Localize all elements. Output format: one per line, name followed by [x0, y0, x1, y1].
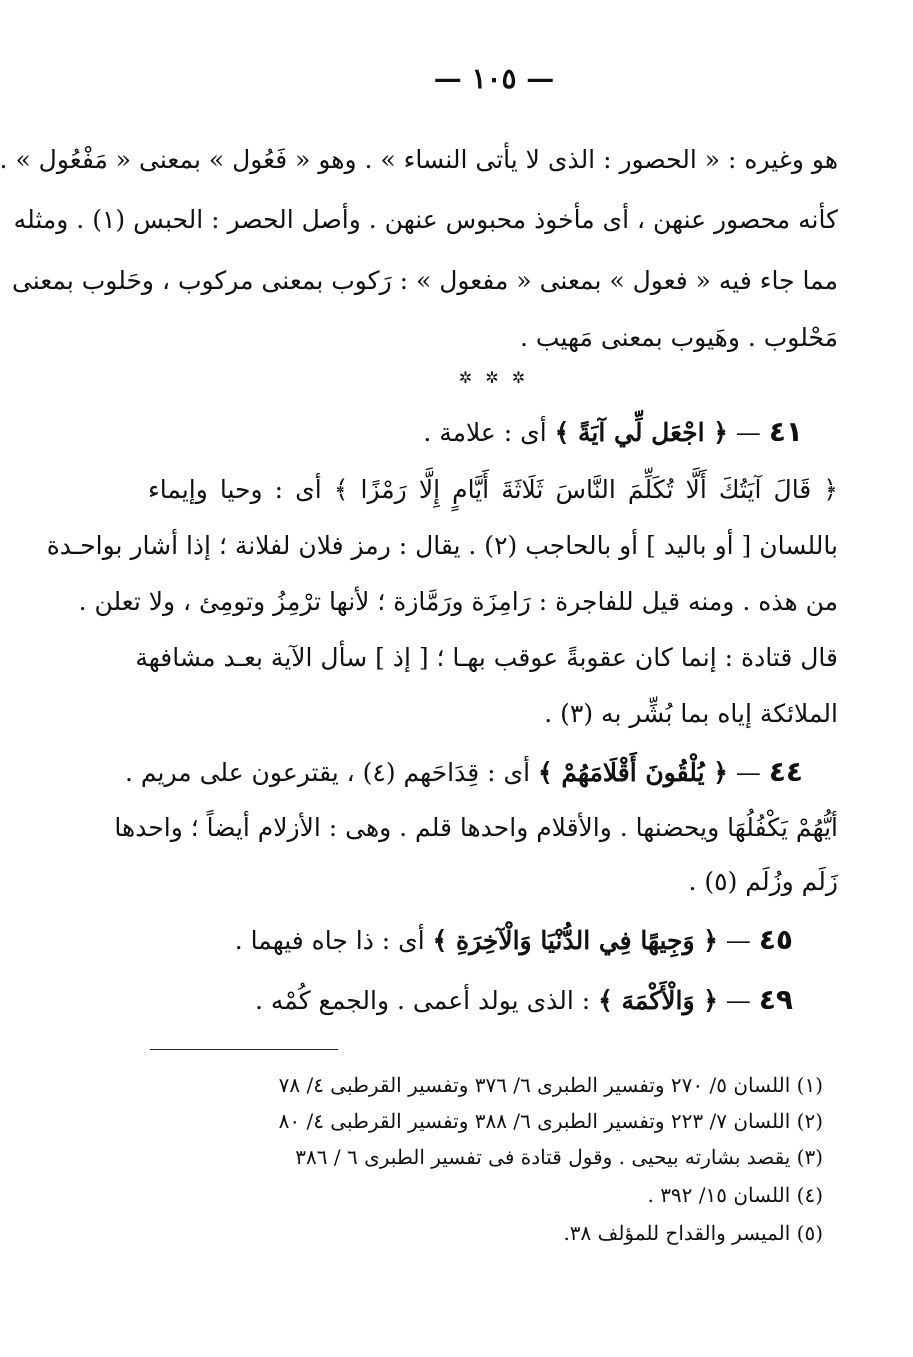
quran-quote: ﴿ يُلْقُونَ أَقْلَامَهُمْ ﴾ [537, 758, 728, 787]
entry-gloss: أى : ذا جاه فيهما . [234, 926, 425, 955]
entry-dash: — [725, 986, 751, 1015]
paragraph-line: أيُّهُمْ يَكْفُلُهَا ويحضنها . والأقلام واحدها قلم . وهى : الأزلام أيضاً ؛ واحدها [114, 813, 838, 842]
entry-44 [124, 752, 803, 793]
paragraph-line: ﴿ قَالَ آيَتُكَ أَلَّا تُكَلِّمَ النَّاسَ ثَلَاثَةَ أَيَّامٍ إِلَّا رَمْزًا ﴾ أى : وحيا وإيماء [148, 475, 838, 504]
paragraph-line: مَحْلوب . وهَيوب بمعنى مَهيب . [520, 323, 838, 352]
paragraph-line: كأنه محصور عنهن ، أى مأخوذ محبوس عنهن . وأصل الحصر : الحبس (١) . ومثله [13, 205, 838, 234]
entry-number: ٤٤ [768, 755, 803, 788]
footnote: (٣) يقصد بشارته بيحيى . وقول قتادة فى تفسير الطبرى ٦ / ٣٨٦ [295, 1145, 823, 1169]
quran-quote: ﴿ وَالْأَكْمَهَ ﴾ [598, 986, 718, 1015]
paragraph-line: قال قتادة : إنما كان عقوبةً عوقب بهـا ؛ [ إذ ] سأل الآية بعـد مشافهة [135, 643, 838, 672]
footnote-divider [150, 1049, 338, 1050]
paragraph-line: من هذه . ومنه قيل للفاجرة : رَامِزَة ورَمَّازة ؛ لأنها ترْمِزُ وتومِئ ، ولا تعلن . [78, 587, 838, 616]
section-separator: ✲ ✲ ✲ [458, 368, 530, 387]
entry-41 [148, 412, 803, 453]
paragraph-line: الملائكة إياه بما بُشِّر به (٣) . [544, 699, 838, 728]
quran-quote: ﴿ اجْعَل لِّي آيَةً ﴾ [554, 418, 728, 447]
entry-dash: — [725, 926, 751, 955]
entry-number: ٤٩ [758, 983, 793, 1016]
entry-dash: — [735, 758, 761, 787]
entry-gloss: أى : قِدَاحَهم (٤) ، يقترعون على مريم . [124, 758, 531, 787]
entry-gloss: أى : علامة . [423, 418, 547, 447]
paragraph-line: مما جاء فيه « فعول » بمعنى « مفعول » : رَكوب بمعنى مركوب ، وحَلوب بمعنى [11, 266, 838, 295]
entry-49 [148, 980, 793, 1021]
entry-number: ٤١ [768, 415, 803, 448]
page-number: — ١٠٥ — [433, 62, 555, 95]
entry-gloss: : الذى يولد أعمى . والجمع كُمْه . [254, 986, 591, 1015]
quran-quote: ﴿ وَجِيهًا فِي الدُّنْيَا وَالْآخِرَةِ ﴾ [432, 926, 718, 955]
paragraph-line: زَلَم وزُلَم (٥) . [688, 867, 838, 896]
footnote: (١) اللسان ٥/ ٢٧٠ وتفسير الطبرى ٦/ ٣٧٦ وتفسير القرطبى ٤/ ٧٨ [278, 1073, 823, 1097]
footnote: (٤) اللسان ١٥/ ٣٩٢ . [647, 1183, 823, 1207]
entry-number: ٤٥ [758, 923, 793, 956]
footnote: (٢) اللسان ٧/ ٢٢٣ وتفسير الطبرى ٦/ ٣٨٨ وتفسير القرطبى ٤/ ٨٠ [278, 1109, 823, 1133]
footnote: (٥) الميسر والقداح للمؤلف ٣٨. [563, 1221, 823, 1245]
paragraph-line: باللسان [ أو باليد ] أو بالحاجب (٢) . يقال : رمز فلان لفلانة ؛ إذا أشار بواحـدة [46, 531, 838, 560]
entry-45 [148, 920, 793, 961]
entry-dash: — [735, 418, 761, 447]
paragraph-line: هو وغيره : « الحصور : الذى لا يأتى النساء » . وهو « فَعُول » بمعنى « مَفْعُول » . [0, 145, 838, 174]
